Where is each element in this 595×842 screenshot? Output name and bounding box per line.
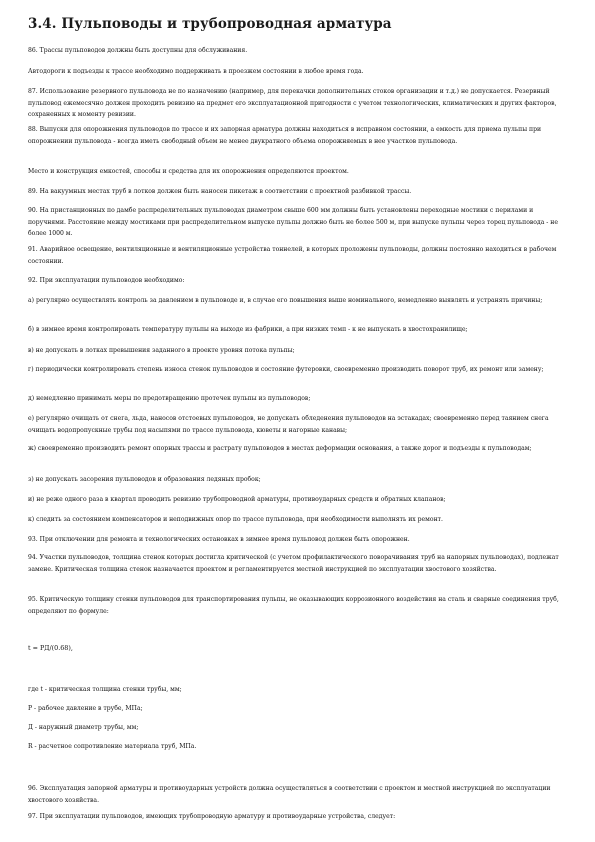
paragraph: 94. Участки пульповодов, толщина стенок которых достигла критической (с учетом профилактического поворачивания труб на напорных пульповодах), подлежат замене. Критическая толщина стенок назначается проектом и регламентируется местной инструкцией по эксплуатации хвостового хозяйства.: [28, 554, 559, 573]
paragraph: 97. При эксплуатации пульповодов, имеющих трубопроводную арматуру и противоударные устройства, следует:: [28, 813, 396, 820]
paragraph: Автодороги к подъезды к трассе необходимо поддерживать в проезжем состоянии в любое время года.: [28, 68, 364, 75]
paragraph: 91. Аварийное освещение, вентиляционные и вентиляционные устройства тоннелей, в которых проложены пульповоды, должны постоянно находиться в рабочем состоянии.: [28, 246, 557, 265]
paragraph: к) следить за состоянием компенсаторов и неподвижных опор по трассе пульповода, при необходимости выполнять их ремонт.: [28, 516, 443, 523]
formula: t = PД/(0.68),: [28, 644, 73, 652]
paragraph: а) регулярно осуществлять контроль за давлением в пульповоде и, в случае его повышения выше номинального, немедленно выявлять и устранять причины;: [28, 297, 543, 304]
paragraph: 95. Критическую толщину стенки пульповодов для транспортирования пульпы, не оказывающих коррозионного воздействия на сталь и сварные соединения труб, определяют по формуле:: [28, 596, 559, 615]
paragraph: 96. Эксплуатация запорной арматуры и противоударных устройств должна осуществляться в соответствии с проектом и местной инструкцией по эксплуатации хвостового хозяйства.: [28, 785, 551, 804]
paragraph: 93. При отключении для ремонта и технологических остановках в зимнее время пульповод должен быть опорожнен.: [28, 536, 410, 543]
paragraph: Место и конструкция емкостей, способы и средства для их опорожнения определяются проектом.: [28, 168, 349, 175]
paragraph: б) в зимнее время контролировать температуру пульпы на выходе из фабрики, а при низких темп - к не выпускать в хвостохранилище;: [28, 326, 468, 333]
paragraph: г) периодически контролировать степень износа стенок пульповодов и состояние футеровки, своевременно производить поворот труб, их ремонт или замену;: [28, 366, 544, 373]
paragraph: R - расчетное сопротивление материала труб, МПа.: [28, 743, 197, 750]
paragraph: где t - критическая толщина стенки трубы, мм;: [28, 686, 182, 693]
paragraph: ж) своевременно производить ремонт опорных трассы и растрату пульповодов в местах деформации основания, а также дорог и подъезды к пульповодам;: [28, 445, 532, 452]
paragraph: 88. Выпуски для опорожнения пульповодов по трассе и их запорная арматура должны находиться в исправном состоянии, а емкость для приема пульпы при опорожнении пульповода - всегда иметь свободный объем не менее двукратного объема опорожняемых в нее участков пульповода.: [28, 126, 542, 145]
paragraph: 90. На пристанционных по дамбе распределительных пульповодах диаметром свыше 600 мм должны быть установлены переходные мостики с перилами и поручнями. Расстояние между мостиками при распределительном выпуске пульпы должно быть не более 500 м, при выпуске пульпы через торец пульповода - не более 1000 м.: [28, 207, 558, 237]
paragraph: Д - наружный диаметр трубы, мм;: [28, 724, 139, 731]
paragraph: 86. Трассы пульповодов должны быть доступны для обслуживания.: [28, 47, 248, 54]
paragraph: 89. На вакуумных местах труб в лотков должен быть наносен пикетаж в соответствии с проектной разбивкой трассы.: [28, 188, 412, 195]
paragraph: д) немедленно принимать меры по предотвращению протечек пульпы из пульповодов;: [28, 395, 311, 402]
paragraph: з) не допускать засорения пульповодов и образования ледяных пробок;: [28, 476, 261, 483]
paragraph: е) регулярно очищать от снега, льда, наносов отстоевых пульповодов, не допускать обледенения пульповодов на эстакадах; своевременно перед таянием снега очищать водопропускные трубы под насыпями по трассе пульповода, кюветы и нагорные канавы;: [28, 415, 549, 434]
paragraph: и) не реже одного раза в квартал проводить ревизию трубопроводной арматуры, противоударных средств и обратных клапанов;: [28, 496, 446, 503]
paragraph: 87. Использование резервного пульповода не по назначению (например, для перекачки дополнительных стоков организации и т.д.) не допускается. Резервный пульповод ежемесячно должен проходить ревизию на предмет его эксплуатационной пригодности с учетом технологических, климатических и других факторов, сохраненных к моменту ревизии.: [28, 88, 557, 118]
section-heading: 3.4. Пульповоды и трубопроводная арматура: [28, 16, 392, 32]
paragraph: в) не допускать в лотках превышения заданного в проекте уровня потока пульпы;: [28, 347, 295, 354]
paragraph: 92. При эксплуатации пульповодов необходимо:: [28, 277, 185, 284]
paragraph: P - рабочее давление в трубе, МПа;: [28, 705, 143, 712]
